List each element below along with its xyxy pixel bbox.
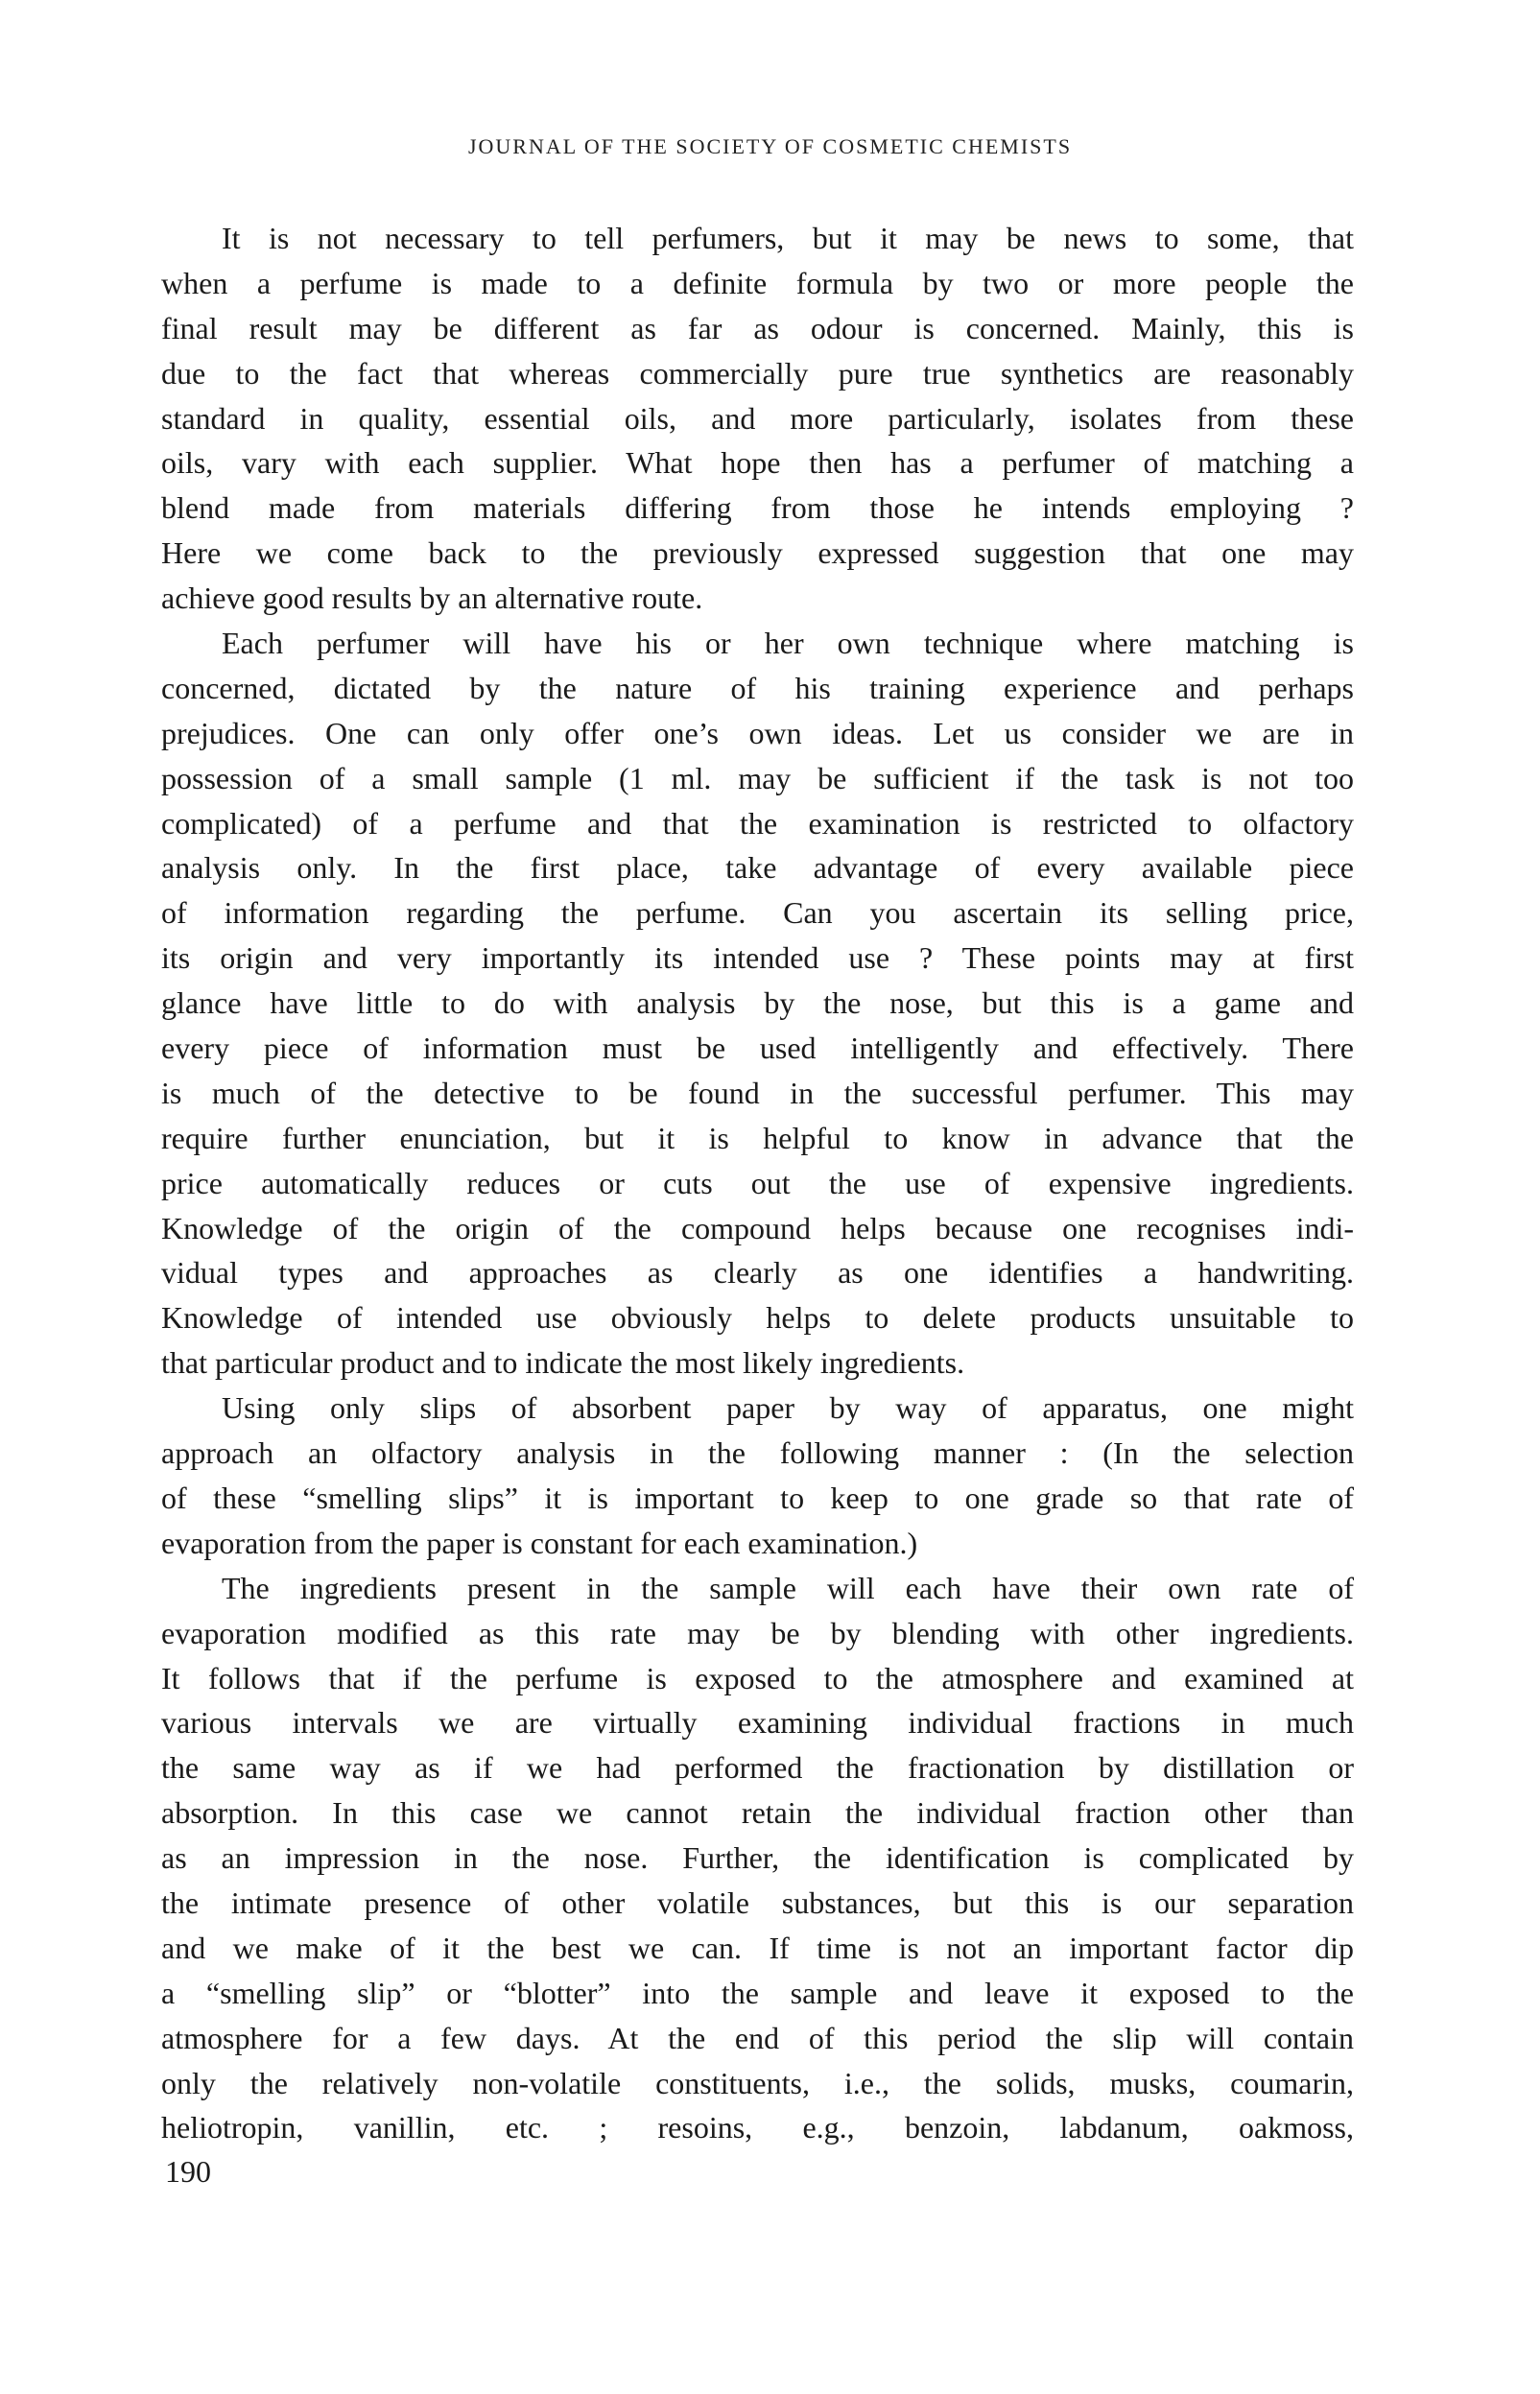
text-line: price automatically reduces or cuts out the use of expensive ingredients. — [161, 1165, 1354, 1200]
text-line: achieve good results by an alternative route. — [161, 581, 703, 616]
text-line: due to the fact that whereas commercially pure true synthetics are reasonably — [161, 355, 1354, 391]
text-line: the intimate presence of other volatile substances, but this is our separation — [161, 1884, 1354, 1920]
text-line: when a perfume is made to a definite formula by two or more people the — [161, 265, 1354, 300]
text-line: various intervals we are virtually examining individual fractions in much — [161, 1705, 1354, 1741]
text-line: It is not necessary to tell perfumers, but it may be news to some, that — [222, 221, 1354, 255]
text-line: It follows that if the perfume is exposed to the atmosphere and examined at — [161, 1660, 1354, 1695]
text-line: evaporation modified as this rate may be by blending with other ingredients. — [161, 1615, 1354, 1650]
paragraph — [161, 216, 1354, 621]
text-line: standard in quality, essential oils, and more particularly, isolates from these — [161, 400, 1354, 436]
text-line: its origin and very importantly its intended use ? These points may at first — [161, 940, 1354, 976]
text-line: heliotropin, vanillin, etc. ; resoins, e.g., benzoin, labdanum, oakmoss, — [161, 2110, 1354, 2145]
text-line: Using only slips of absorbent paper by way of apparatus, one might — [222, 1390, 1354, 1426]
text-line: every piece of information must be used intelligently and effectively. There — [161, 1031, 1354, 1066]
text-line: require further enunciation, but it is helpful to know in advance that the — [161, 1120, 1354, 1155]
text-line: a “smelling slip” or “blotter” into the sample and leave it exposed to the — [161, 1975, 1354, 2010]
text-line: possession of a small sample (1 ml. may be sufficient if the task is not too — [161, 760, 1354, 795]
text-line: vidual types and approaches as clearly as one identifies a handwriting. — [161, 1255, 1354, 1291]
text-line: that particular product and to indicate the most likely ingredients. — [161, 1345, 965, 1381]
text-line: complicated) of a perfume and that the examination is restricted to olfactory — [161, 805, 1354, 841]
text-line: is much of the detective to be found in the successful perfumer. This may — [161, 1075, 1354, 1110]
paragraph — [161, 621, 1354, 1386]
text-line: and we make of it the best we can. If time is not an important factor dip — [161, 1930, 1354, 1965]
text-line: evaporation from the paper is constant for each examination.) — [161, 1525, 918, 1560]
text-line: the same way as if we had performed the fractionation by distillation or — [161, 1750, 1354, 1786]
text-line: Knowledge of the origin of the compound helps because one recognises indi- — [161, 1210, 1354, 1245]
page-number: 190 — [165, 2154, 211, 2189]
text-line: concerned, dictated by the nature of his training experience and perhaps — [161, 670, 1354, 705]
paragraph — [161, 1566, 1354, 2151]
text-line: oils, vary with each supplier. What hope then has a perfumer of matching a — [161, 445, 1354, 481]
text-line: blend made from materials differing from those he intends employing ? — [161, 490, 1354, 526]
text-line: analysis only. In the first place, take advantage of every available piece — [161, 850, 1354, 886]
text-line: prejudices. One can only offer one’s own ideas. Let us consider we are in — [161, 715, 1354, 750]
running-header: JOURNAL OF THE SOCIETY OF COSMETIC CHEMISTS — [467, 134, 1073, 158]
text-line: The ingredients present in the sample will each have their own rate of — [222, 1570, 1354, 1605]
text-line: as an impression in the nose. Further, the identification is complicated by — [161, 1840, 1354, 1876]
text-line: approach an olfactory analysis in the following manner : (In the selection — [161, 1435, 1354, 1471]
text-line: final result may be different as far as odour is concerned. Mainly, this is — [161, 310, 1354, 345]
text-line: Each perfumer will have his or her own technique where matching is — [222, 626, 1354, 661]
text-line: Knowledge of intended use obviously helps to delete products unsuitable to — [161, 1300, 1354, 1336]
text-line: atmosphere for a few days. At the end of this period the slip will contain — [161, 2020, 1354, 2055]
text-line: only the relatively non-volatile constituents, i.e., the solids, musks, coumarin, — [161, 2065, 1354, 2100]
text-line: of information regarding the perfume. Can you ascertain its selling price, — [161, 895, 1354, 931]
text-line: glance have little to do with analysis by the nose, but this is a game and — [161, 985, 1354, 1021]
text-line: of these “smelling slips” it is important to keep to one grade so that rate of — [161, 1480, 1354, 1515]
paragraph — [161, 1386, 1354, 1566]
text-line: Here we come back to the previously expressed suggestion that one may — [161, 535, 1354, 571]
text-line: absorption. In this case we cannot retain the individual fraction other than — [161, 1795, 1354, 1831]
body-text — [161, 216, 1354, 2150]
